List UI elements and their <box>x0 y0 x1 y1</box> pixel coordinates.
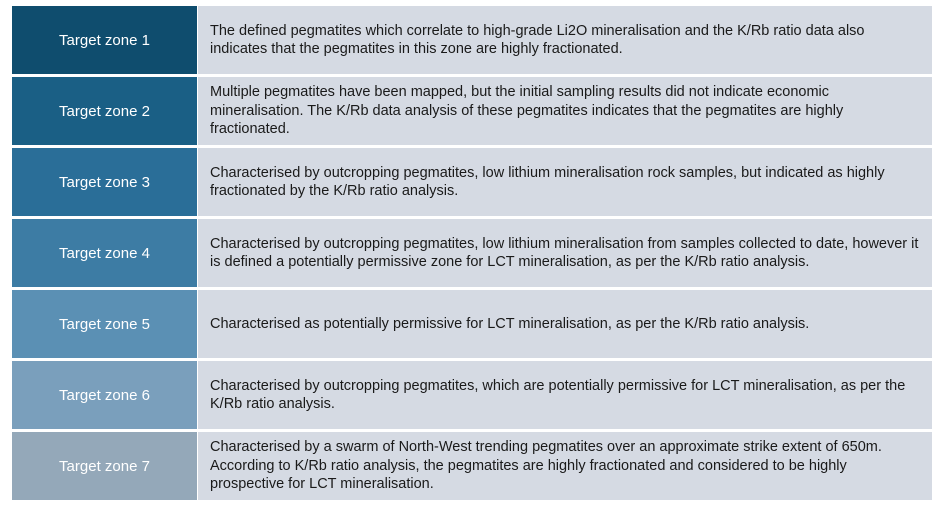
zone-description-text: Characterised by outcropping pegmatites, low lithium mineralisation rock samples, but indicated as highly fractionated by the K/Rb ratio analysis. <box>210 164 885 199</box>
zone-label: Target zone 7 <box>12 432 197 500</box>
zone-description-text: Characterised by a swarm of North-West trending pegmatites over an approximate strike extent of 650m. According to K/Rb ratio analysis, the pegmatites are highly fractionated and considered to be highly prospective for LCT mineralisation. <box>210 439 882 493</box>
zone-label: Target zone 5 <box>12 290 197 358</box>
zone-description-text: Characterised by outcropping pegmatites, which are potentially permissive for LCT mineralisation, as per the K/Rb ratio analysis. <box>210 377 906 412</box>
zone-description <box>198 219 932 287</box>
target-zone-table <box>12 6 932 500</box>
zone-description-text: Multiple pegmatites have been mapped, but the initial sampling results did not indicate economic mineralisation. The K/Rb data analysis of these pegmatites indicates that the pegmatites are highly fractionated. <box>210 84 844 138</box>
table-row <box>12 290 932 358</box>
zone-description <box>198 148 932 216</box>
zone-description-text: The defined pegmatites which correlate to high-grade Li2O mineralisation and the K/Rb ratio data also indicates that the pegmatites in this zone are highly fractionated. <box>210 22 865 57</box>
zone-description-text: Characterised as potentially permissive for LCT mineralisation, as per the K/Rb ratio analysis. <box>210 315 810 332</box>
zone-description <box>198 290 932 358</box>
zone-description-text: Characterised by outcropping pegmatites, low lithium mineralisation from samples collected to date, however it is defined a potentially permissive zone for LCT mineralisation, as per the K/Rb ratio analysis. <box>210 235 919 270</box>
table-row <box>12 432 932 500</box>
zone-description <box>198 6 932 74</box>
table-row <box>12 77 932 145</box>
table-row <box>12 148 932 216</box>
zone-label: Target zone 4 <box>12 219 197 287</box>
zone-label: Target zone 1 <box>12 6 197 74</box>
zone-description <box>198 432 932 500</box>
zone-description <box>198 361 932 429</box>
table-row <box>12 361 932 429</box>
zone-description <box>198 77 932 145</box>
zone-label: Target zone 6 <box>12 361 197 429</box>
zone-label: Target zone 2 <box>12 77 197 145</box>
table-row <box>12 6 932 74</box>
zone-label: Target zone 3 <box>12 148 197 216</box>
table-row <box>12 219 932 287</box>
